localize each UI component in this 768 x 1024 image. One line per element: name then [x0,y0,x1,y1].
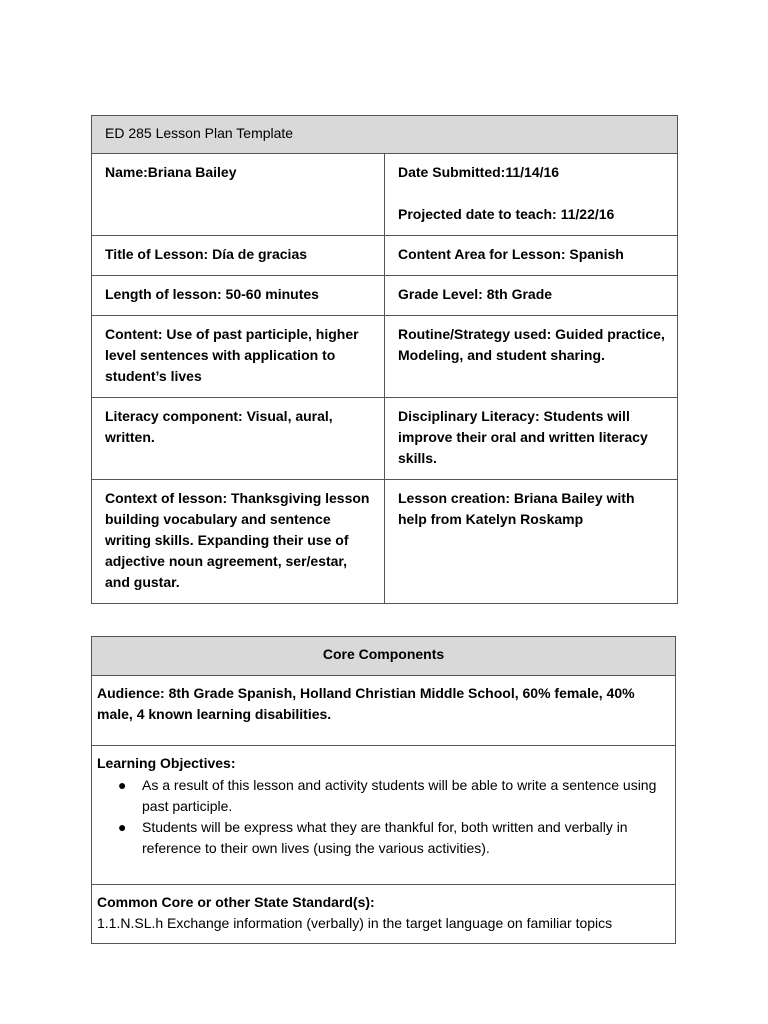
title-cell: Title of Lesson: Día de gracias [92,236,385,276]
literacy-component-cell: Literacy component: Visual, aural, written. [92,398,385,480]
bullet-icon: ● [118,777,127,793]
standards-text: 1.1.N.SL.h Exchange information (verbally) in the target language on familiar topics [97,915,613,931]
grade-level-cell: Grade Level: 8th Grade [385,276,678,316]
table-row [92,316,678,398]
table-row [92,746,676,885]
table-row [92,398,678,480]
dates-cell [385,154,678,236]
context-cell: Context of lesson: Thanksgiving lesson building vocabulary and sentence writing skills. Expanding their use of adjective noun agreement, ser/estar, and gustar. [92,480,385,604]
core-components-header: Core Components [92,637,676,676]
list-item [118,775,667,817]
table-row [92,480,678,604]
standards-title: Common Core or other State Standard(s): [97,894,375,910]
audience-cell: Audience: 8th Grade Spanish, Holland Christian Middle School, 60% female, 40% male, 4 known learning disabilities. [92,676,676,746]
core-components-table [91,636,676,944]
lesson-creation-cell: Lesson creation: Briana Bailey with help from Katelyn Roskamp [385,480,678,604]
table-row [92,154,678,236]
objective-text: Students will be express what they are thankful for, both written and verbally in reference to their own lives (using the various activities). [142,819,628,856]
list-item [118,817,667,859]
table-row [92,116,678,154]
table-row [92,885,676,944]
projected-date: Projected date to teach: 11/22/16 [398,206,615,222]
table-row [92,676,676,746]
plan-header: ED 285 Lesson Plan Template [92,116,678,154]
content-cell: Content: Use of past participle, higher level sentences with application to student’s lives [92,316,385,398]
lesson-plan-table [91,115,678,604]
learning-objectives-cell [92,746,676,885]
length-cell: Length of lesson: 50-60 minutes [92,276,385,316]
routine-strategy-cell: Routine/Strategy used: Guided practice, Modeling, and student sharing. [385,316,678,398]
standards-cell [92,885,676,944]
objectives-list [97,775,667,859]
table-row [92,276,678,316]
content-area-cell: Content Area for Lesson: Spanish [385,236,678,276]
table-row [92,236,678,276]
learning-objectives-title: Learning Objectives: [97,755,236,771]
disciplinary-literacy-cell: Disciplinary Literacy: Students will improve their oral and written literacy skills. [385,398,678,480]
date-submitted: Date Submitted:11/14/16 [398,164,560,180]
name-cell: Name:Briana Bailey [92,154,385,236]
objective-text: As a result of this lesson and activity students will be able to write a sentence using past participle. [142,777,657,814]
bullet-icon: ● [118,819,127,835]
table-row [92,637,676,676]
